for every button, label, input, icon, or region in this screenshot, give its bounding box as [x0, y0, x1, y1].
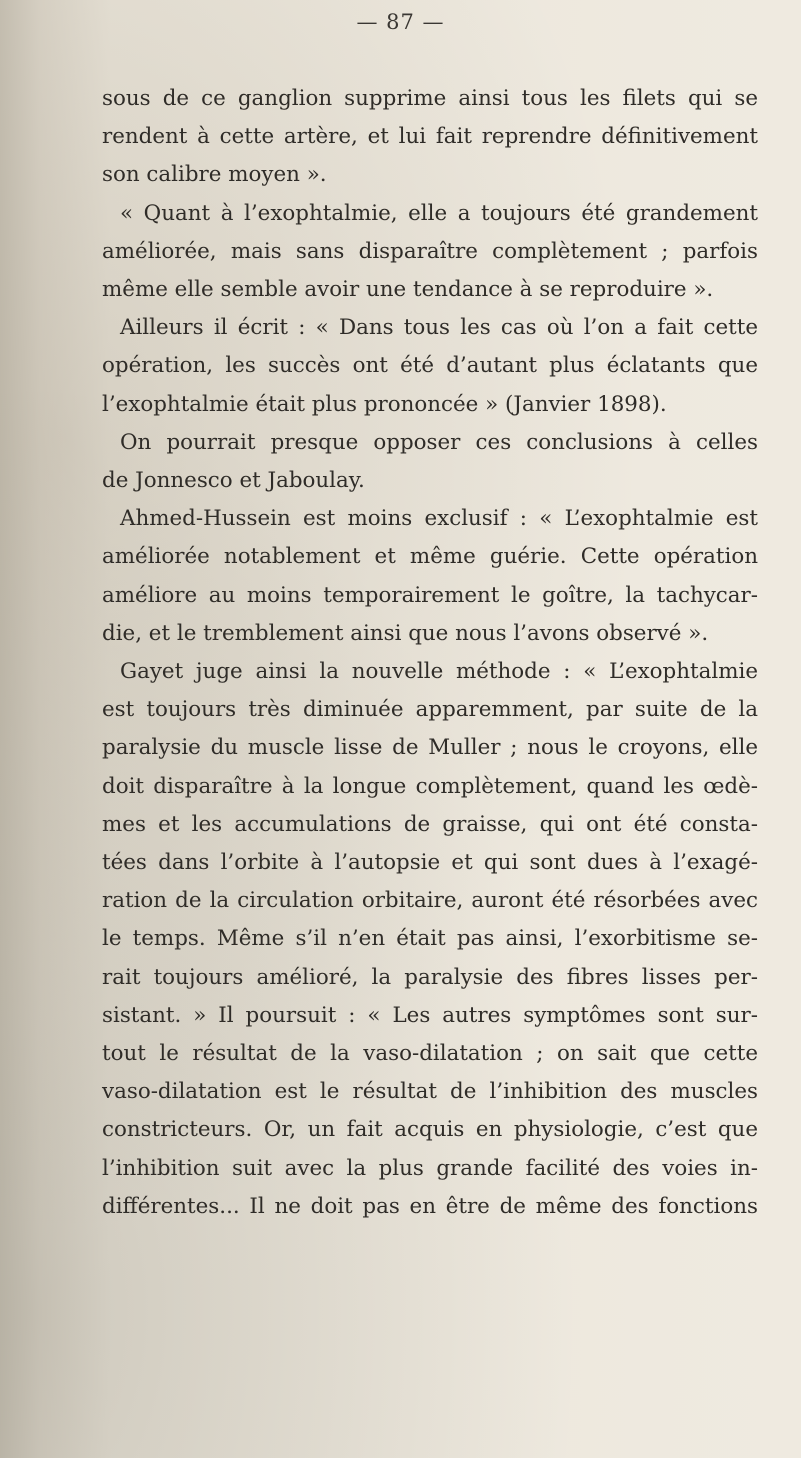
- text-line: sistant. » Il poursuit : « Les autres symptômes sont sur-: [102, 1002, 758, 1028]
- text-line: Gayet juge ainsi la nouvelle méthode : « L’exophtalmie: [120, 659, 758, 685]
- text-line: ration de la circulation orbitaire, auront été résorbées avec: [102, 888, 758, 914]
- text-line: améliore au moins temporairement le goître, la tachycar-: [102, 582, 758, 608]
- text-line: vaso-dilatation est le résultat de l’inhibition des muscles: [102, 1079, 758, 1105]
- text-line: l’inhibition suit avec la plus grande facilité des voies in-: [102, 1155, 758, 1181]
- text-line: même elle semble avoir une tendance à se reproduire ».: [102, 277, 714, 303]
- text-line: différentes... Il ne doit pas en être de même des fonctions: [102, 1193, 758, 1219]
- text-line: die, et le tremblement ainsi que nous l’avons observé ».: [102, 620, 709, 646]
- text-line: le temps. Même s’il n’en était pas ainsi, l’exorbitisme se-: [102, 926, 758, 952]
- text-line: mes et les accumulations de graisse, qui ont été consta-: [102, 811, 758, 837]
- text-line: son calibre moyen ».: [102, 162, 327, 188]
- text-line: améliorée, mais sans disparaître complètement ; parfois: [102, 238, 758, 264]
- text-line: rait toujours amélioré, la paralysie des fibres lisses per-: [102, 964, 758, 990]
- text-line: On pourrait presque opposer ces conclusions à celles: [120, 429, 758, 455]
- text-line: rendent à cette artère, et lui fait reprendre définitivement: [102, 124, 758, 150]
- text-line: opération, les succès ont été d’autant plus éclatants que: [102, 353, 758, 379]
- text-body: [102, 80, 758, 1226]
- text-line: l’exophtalmie était plus prononcée » (Janvier 1898).: [102, 391, 667, 417]
- text-line: sous de ce ganglion supprime ainsi tous les filets qui se: [102, 86, 758, 111]
- text-line: tées dans l’orbite à l’autopsie et qui sont dues à l’exagé-: [102, 850, 758, 876]
- text-line: est toujours très diminuée apparemment, par suite de la: [102, 697, 758, 723]
- text-line: Ailleurs il écrit : « Dans tous les cas où l’on a fait cette: [120, 315, 758, 341]
- text-line: tout le résultat de la vaso-dilatation ; on sait que cette: [102, 1041, 758, 1067]
- text-line: doit disparaître à la longue complètement, quand les œdè-: [102, 773, 758, 799]
- text-line: améliorée notablement et même guérie. Cette opération: [102, 544, 758, 570]
- text-line: constricteurs. Or, un fait acquis en physiologie, c’est que: [102, 1117, 758, 1143]
- text-line: Ahmed-Hussein est moins exclusif : « L’exophtalmie est: [120, 506, 758, 532]
- text-line: « Quant à l’exophtalmie, elle a toujours été grandement: [120, 200, 758, 226]
- page-number: — 87 —: [356, 10, 445, 34]
- text-line: paralysie du muscle lisse de Muller ; nous le croyons, elle: [102, 735, 758, 761]
- text-line: de Jonnesco et Jaboulay.: [102, 468, 365, 494]
